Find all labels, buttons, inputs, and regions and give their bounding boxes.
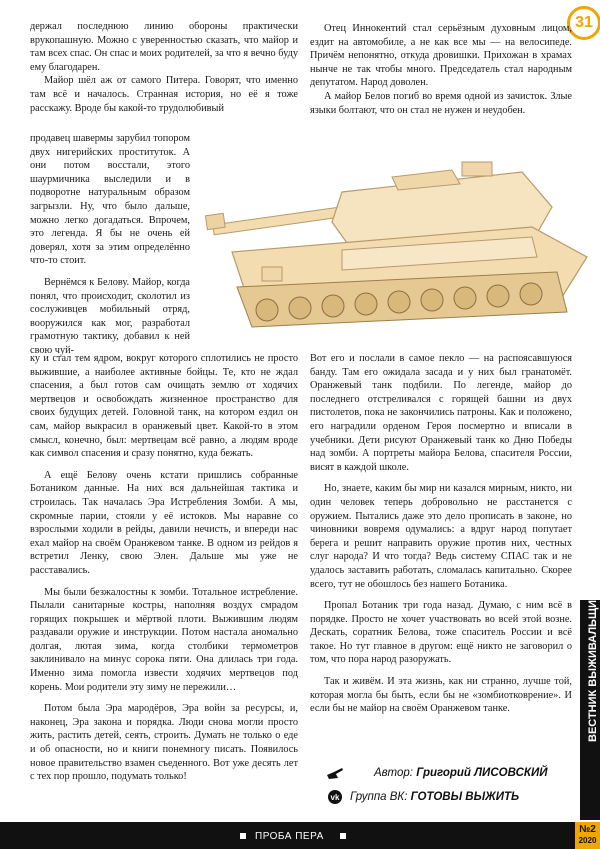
tank-illustration [192, 132, 599, 342]
issue-number: №2 [579, 824, 596, 835]
issue-year: 2020 [578, 836, 597, 845]
author-label: Автор: [374, 767, 413, 779]
paragraph: Потом была Эра мародёров, Эра войн за ресурсы, и, наконец, Эра закона и порядка. Люди снова могли просто жить, растить детей, сеять, строить. Думать не только о еде и об опасности, но и книги понемногу писать. Появилось новое правительство взамен съеденного. Вот уже десять лет с тех пор прошло, подумать только! [30, 703, 298, 783]
paragraph: А ещё Белову очень кстати пришлись собранные Ботаником данные. На них вся дальнейшая тактика и строилась. Так началась Эра Истребления Зомби. А мы, скромные парии, стояли у её истоков. Мы наравне со взрослыми ходили в рейды, давили нечисть, и впереди нас ехал майор на своём Оранжевом танке. В одном из рейдов я встретил Ленку, свою Элен. Дальше мы уже не расставались. [30, 469, 298, 576]
author-credit [374, 767, 548, 779]
paragraph: Вернёмся к Белову. Майор, когда понял, что происходит, сколотил из сослуживцев мобильный отряд, вооружился как мог, разработал грамотную тактику, добавил к ней свою чуй- [30, 276, 190, 356]
article-column-left-top [30, 20, 298, 115]
article-column-wrap [30, 132, 190, 358]
pen-hand-icon [326, 766, 344, 780]
paragraph: Но, знаете, каким бы мир ни казался мирным, никто, ни один человек теперь добровольно не расстанется с оружием. Пытались даже это дело прописать в законе, но чиновники вовремя одумались: а вдруг народ попутает берега и решит направить оружие против них, честных слуг народа? И что тогда? Ведь систему СПАС так и не удалось заставить работать, сломалась капитально. Скорее всего, тут не обошлось без нашего Ботаника. [310, 483, 572, 590]
paragraph: Так и живём. И эта жизнь, как ни странно, лучше той, которая могла бы быть, если бы не «зомбиотковрение». И если бы не майор на своём Оранжевом танке. [310, 676, 572, 715]
paragraph: ку и стал тем ядром, вокруг которого сплотились не просто выжившие, а наиболее активные бойцы. Те, кто не ждал спасения, а был готов сам очищать землю от ходячих мертвецов и освобождать жизненное пространство для своих будущих детей. Головной танк, на котором ездил он сам, майор выкрасил в оранжевый цвет. Какой-то в этом смысл, конечно, был: мертвецам всё равно, а людям вроде как символ спасения и сразу понятно, куда бежать. [30, 353, 298, 460]
square-bullet-icon [240, 833, 246, 839]
article-column-left-middle [30, 352, 298, 784]
paragraph: Мы были безжалостны к зомби. Тотальное истребление. Пылали санитарные костры, наполняя воздух смрадом горящих покрышек и мёртвой плоти. Выжившим людям раздавали оружие и инструкции. Потом настала аномально долгая, лютая зима, когда столбики термометров заклинивало на минус сорока пяти. Она длилась три года. Именно зима помогла извести ходячих мертвецов под корень. Мои родители эту зиму не пережили… [30, 586, 298, 693]
paragraph: Вот его и послали в самое пекло — на распоясавшуюся банду. Там его ожидала засада и у них был гранатомёт. Оранжевый танк подбили. По легенде, майор до последнего отстреливался с горящей башни из двух пистолетов, пока не закончились патроны. Как и положено, его наградили орденом Героя посмертно и вписали в учебники. Дети рисуют Оранжевый танк ко Дню Победы над зомби. А портреты майора Белова, спасителя России, висят в каждой школе. [310, 353, 572, 473]
square-bullet-icon [340, 833, 346, 839]
tank-icon [192, 132, 599, 342]
issue-badge [575, 822, 600, 849]
paragraph: Отец Иннокентий стал серьёзным духовным лицом, ездит на автомобиле, а не как все мы — на велосипеде. Причём непонятно, откуда дровишки. Прихожан в храмах нынче не так чтобы много. Председатель стал народным депутатом. Народ доволен. [310, 23, 572, 89]
article-column-right-bottom [310, 352, 572, 716]
article-column-right-top [310, 22, 572, 117]
paragraph: Майор шёл аж от самого Питера. Говорят, что именно там всё и началось. Странная история, но её я тоже расскажу. Вроде бы какой-то трудолюбивый [30, 75, 298, 114]
page-number-badge: 31 [567, 6, 600, 40]
group-label: Группа ВК: [350, 791, 408, 803]
vk-icon [326, 790, 344, 804]
section-label: ПРОБА ПЕРА [255, 831, 324, 842]
group-credit [350, 791, 519, 803]
paragraph: Пропал Ботаник три года назад. Думаю, с ним всё в порядке. Просто не хочет участвовать во всей этой возне. Дескать, соратник Белова, тоже спаситель России и всё такое. Но тут главное в другом: ещё никто не заговорил о том, что пора народ разоружать. [310, 600, 572, 666]
magazine-title: ВЕСТНИК ВЫЖИВАЛЬЩИКА [587, 585, 599, 742]
group-name: ГОТОВЫ ВЫЖИТЬ [410, 791, 520, 803]
svg-text:vk: vk [330, 793, 340, 802]
paragraph: держал последнюю линию обороны практически врукопашную. Можно с уверенностью сказать, что майор и там всех спас. Он спас и моих родителей, за что я вечно буду ему благодарен. [30, 21, 298, 73]
paragraph: продавец шавермы зарубил топором двух нигерийских проституток. А они потом восстали, этого шаурмичника выследили и в подворотне натуральным образом загрызли. Ну, что было дальше, можно легко догадаться. Впрочем, это легенда. Я бы не очень ей доверял, хотя за этим определённо что-то стоит. [30, 133, 190, 267]
author-name: Григорий ЛИСОВСКИЙ [416, 767, 548, 779]
paragraph: А майор Белов погиб во время одной из зачисток. Злые языки болтают, что он стал не нужен и неудобен. [310, 90, 572, 116]
